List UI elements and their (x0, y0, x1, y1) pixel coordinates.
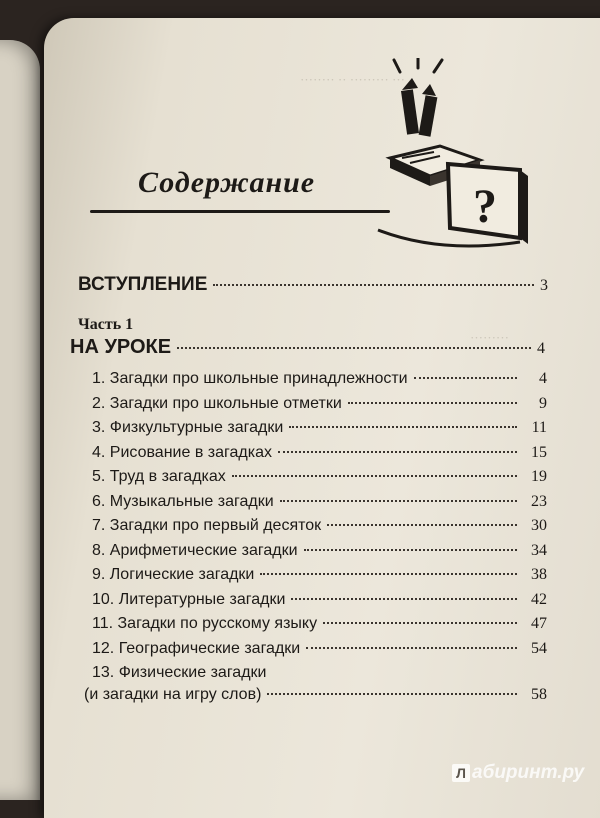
toc-entry (92, 591, 547, 616)
toc-entry-page: 23 (531, 492, 547, 510)
bleed-through-text: ··· ········· ·· ········ (300, 72, 405, 87)
dot-leader (177, 347, 531, 349)
question-mark: ? (473, 180, 497, 233)
dot-leader (304, 549, 518, 551)
page-title (138, 166, 315, 200)
watermark-text: абиринт.ру (472, 762, 585, 783)
toc-entry-page: 9 (539, 394, 547, 412)
dot-leader (232, 475, 517, 477)
toc-entry (92, 615, 547, 640)
page-title-text: Содержание (138, 166, 316, 199)
dot-leader (280, 500, 517, 502)
toc-entry-label: 10. Литературные загадки (92, 590, 286, 608)
toc-entry-page: 34 (531, 541, 547, 559)
toc-intro-label: ВСТУПЛЕНИЕ (78, 274, 208, 295)
toc-entry-label: 5. Труд в загадках (92, 468, 226, 485)
part-title-row (70, 336, 545, 359)
toc-entry (92, 419, 547, 444)
title-underline (90, 210, 390, 213)
toc-entry-page: 19 (531, 468, 547, 485)
toc-entry-label: 12. Географические загадки (92, 639, 301, 657)
dot-leader (289, 426, 517, 428)
watermark (452, 762, 584, 784)
part-title: НА УРОКЕ (70, 336, 172, 358)
dot-leader (306, 647, 517, 649)
dot-leader (414, 377, 517, 379)
toc-entry (92, 640, 547, 665)
dot-leader (213, 284, 534, 286)
toc-entry (92, 542, 547, 567)
toc-entry-label: 9. Логические загадки (92, 566, 255, 583)
toc-entry-label: (и загадки на игру слов) (84, 686, 262, 703)
toc-entry-page: 54 (531, 639, 547, 657)
toc-intro-row (78, 274, 548, 296)
toc-entry-page: 58 (531, 686, 547, 703)
toc-intro-page: 3 (540, 277, 548, 294)
toc-entry-continued (84, 686, 547, 711)
watermark-logo-icon: Л (452, 764, 470, 782)
toc-entry-label: 7. Загадки про первый десяток (92, 517, 322, 534)
toc-entry-label: 6. Музыкальные загадки (92, 492, 274, 510)
toc-entry-page: 42 (531, 590, 547, 608)
toc-entry-label: 8. Арифметические загадки (92, 541, 298, 559)
toc-entry-page: 30 (531, 517, 547, 534)
toc-entry-label: 1. Загадки про школьные принадлежности (92, 370, 408, 387)
toc-entry-label: 11. Загадки по русскому языку (92, 615, 318, 632)
toc-entry (92, 370, 547, 395)
toc-entry-page: 11 (531, 419, 547, 436)
part-label: Часть 1 (78, 316, 134, 333)
dot-leader (348, 402, 517, 404)
toc-list (84, 370, 547, 711)
burst-lines-icon (394, 58, 442, 72)
toc-entry-label: 3. Физкультурные загадки (92, 419, 284, 436)
toc-entry (92, 493, 547, 518)
toc-entry (92, 444, 547, 469)
dot-leader (291, 598, 517, 600)
toc-entry-label: 2. Загадки про школьные отметки (92, 394, 342, 412)
dot-leader (267, 693, 517, 695)
toc-entry-label: 13. Физические загадки (92, 664, 267, 681)
question-card-icon (448, 164, 528, 244)
book-quiz-illustration (370, 58, 560, 258)
toc-entry-page: 38 (531, 566, 547, 583)
toc-entry (92, 664, 547, 686)
toc-entry-page: 15 (531, 443, 547, 461)
facing-page-edge (0, 40, 40, 800)
toc-entry (92, 517, 547, 542)
toc-entry (92, 395, 547, 420)
toc-entry (92, 566, 547, 591)
toc-entry-page: 47 (531, 615, 547, 632)
part-page: 4 (537, 340, 545, 357)
dot-leader (323, 622, 517, 624)
ink-pen-icon (401, 78, 437, 137)
toc-entry-label: 4. Рисование в загадках (92, 443, 272, 461)
toc-entry-page: 4 (539, 370, 547, 387)
bleed-through-text: ········· (470, 330, 509, 345)
dot-leader (260, 573, 517, 575)
dot-leader (327, 524, 517, 526)
dot-leader (278, 451, 517, 453)
toc-entry (92, 468, 547, 493)
